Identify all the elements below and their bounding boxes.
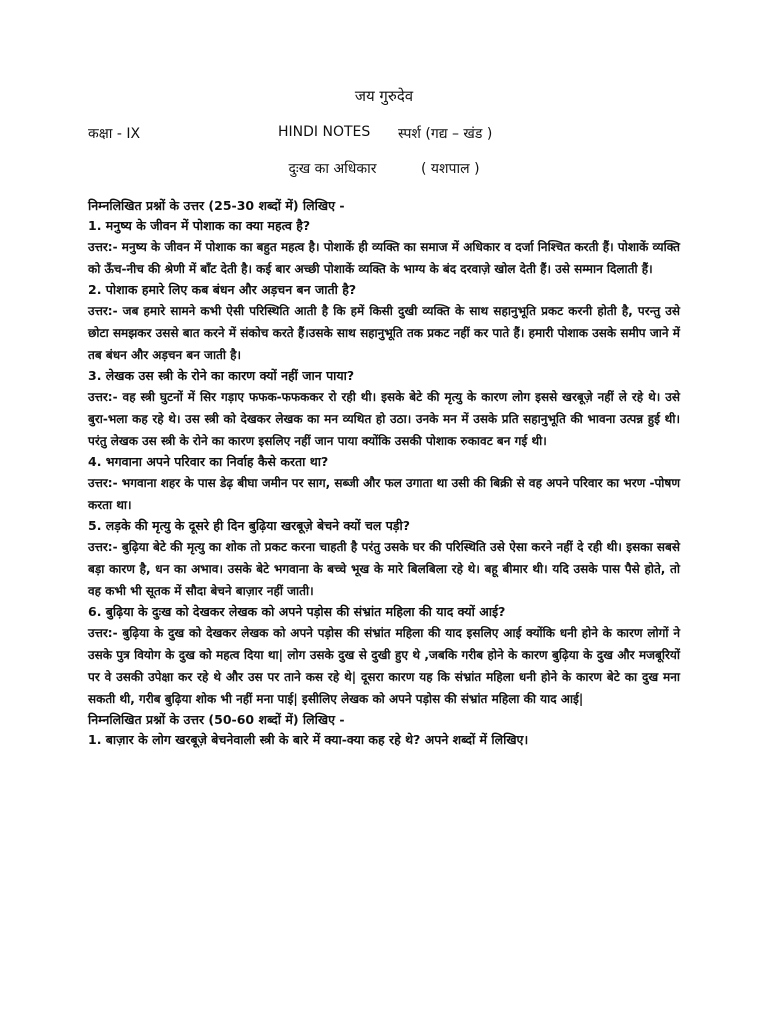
- question: 4. भगवाना अपने परिवार का निर्वाह कैसे करता था?: [88, 454, 329, 469]
- page-title: जय गुरुदेव: [354, 87, 414, 105]
- answer: उत्तर:- मनुष्य के जीवन में पोशाक का बहुत महत्व है। पोशाकें ही व्यक्ति का समाज में अधिकार व दर्जा निश्चित करती हैं। पोशाकें व्यक्ति को ऊँच-नीच की श्रेणी में बाँट देती है। कई बार अच्छी पोशाकें व्यक्ति के भाग्य के बंद दरवाज़े खोल देती हैं। उसे सम्मान दिलाती हैं।: [88, 240, 680, 276]
- question: 6. बुढ़िया के दुःख को देखकर लेखक को अपने पड़ोस की संभ्रांत महिला की याद क्यों आई?: [88, 604, 506, 619]
- qa-item: [88, 516, 680, 602]
- book-label: स्पर्श (गद्य – खंड ): [398, 126, 493, 142]
- qa-item: [88, 216, 680, 280]
- chapter-row: [88, 159, 680, 178]
- question: 5. लड़के की मृत्यु के दूसरे ही दिन बुढ़िया खरबूज़े बेचने क्यों चल पड़ी?: [88, 518, 410, 533]
- meta-row: [88, 124, 680, 143]
- answer: उत्तर:- बुढ़िया के दुख को देखकर लेखक को अपने पड़ोस की संभ्रांत महिला की याद इसलिए आई क्योंकि धनी होने के कारण लोगों ने उसके पुत्र वियोग के दुख को महत्व दिया था| लोग उसके दुख से दुखी हुए थे ,जबकि गरीब होने के कारण बुढ़िया के दुख और मजबूरियों पर वे उसकी उपेक्षा कर रहे थे और उस पर ताने कस रहे थे| दूसरा कारण यह कि संभ्रांत महिला धनी होने के कारण बेटे का दुख मना सकती थी, गरीब बुढ़िया शोक भी नहीं मना पाई| इसीलिए लेखक को अपने पड़ोस की संभ्रांत महिला की याद आई|: [88, 626, 680, 706]
- answer: उत्तर:- भगवाना शहर के पास डेढ़ बीघा जमीन पर साग, सब्जी और फल उगाता था उसी की बिक्री से वह अपने परिवार का भरण -पोषण करता था।: [88, 476, 680, 512]
- answer: उत्तर:- बुढ़िया बेटे की मृत्यु का शोक तो प्रकट करना चाहती है परंतु उसके घर की परिस्थिति उसे ऐसा करने नहीं दे रही थी। इसका सबसे बड़ा कारण है, धन का अभाव। उसके बेटे भगवाना के बच्चे भूख के मारे बिलबिला रहे थे। बहू बीमार थी। यदि उसके पास पैसे होते, तो वह कभी भी सूतक में सौदा बेचने बाज़ार नहीं जाती।: [88, 540, 680, 598]
- question: 1. मनुष्य के जीवन में पोशाक का क्या महत्व है?: [88, 218, 311, 233]
- question: 3. लेखक उस स्त्री के रोने का कारण क्यों नहीं जान पाया?: [88, 368, 355, 383]
- class-label: कक्षा - IX: [88, 126, 141, 142]
- qa-item: [88, 602, 680, 710]
- question: 2. पोशाक हमारे लिए कब बंधन और अड़चन बन जाती है?: [88, 282, 357, 297]
- section-heading: निम्नलिखित प्रश्नों के उत्तर (25-30 शब्दों में) लिखिए -: [88, 198, 345, 213]
- answer: उत्तर:- जब हमारे सामने कभी ऐसी परिस्थिति आती है कि हमें किसी दुखी व्यक्ति के साथ सहानुभूति प्रकट करनी होती है, परन्तु उसे छोटा समझकर उससे बात करने में संकोच करते हैं।उसके साथ सहानुभूति तक प्रकट नहीं कर पाते हैं। हमारी पोशाक उसके समीप जाने में तब बंधन और अड़चन बन जाती है।: [88, 304, 680, 362]
- chapter-author: ( यशपाल ): [421, 161, 480, 177]
- subject-label: HINDI NOTES: [278, 124, 371, 140]
- qa-item: [88, 452, 680, 516]
- document-page: [88, 86, 680, 750]
- qa-item: [88, 366, 680, 452]
- qa-item: [88, 730, 680, 750]
- answer: उत्तर:- वह स्त्री घुटनों में सिर गड़ाए फफक-फफककर रो रही थी। इसके बेटे की मृत्यु के कारण लोग इससे खरबूज़े नहीं ले रहे थे। उसे बुरा-भला कह रहे थे। उस स्त्री को देखकर लेखक का मन व्यथित हो उठा। उनके मन में उसके प्रति सहानुभूति की भावना उत्पन्न हुई थी। परंतु लेखक उस स्त्री के रोने का कारण इसलिए नहीं जान पाया क्योंकि उसकी पोशाक रुकावट बन गई थी।: [88, 390, 680, 448]
- qa-item: [88, 280, 680, 366]
- section-heading: निम्नलिखित प्रश्नों के उत्तर (50-60 शब्दों में) लिखिए -: [88, 712, 345, 727]
- chapter-title: दुःख का अधिकार: [288, 161, 377, 177]
- question: 1. बाज़ार के लोग खरबूज़े बेचनेवाली स्त्री के बारे में क्या-क्या कह रहे थे? अपने शब्दों में लिखिए।: [88, 732, 529, 747]
